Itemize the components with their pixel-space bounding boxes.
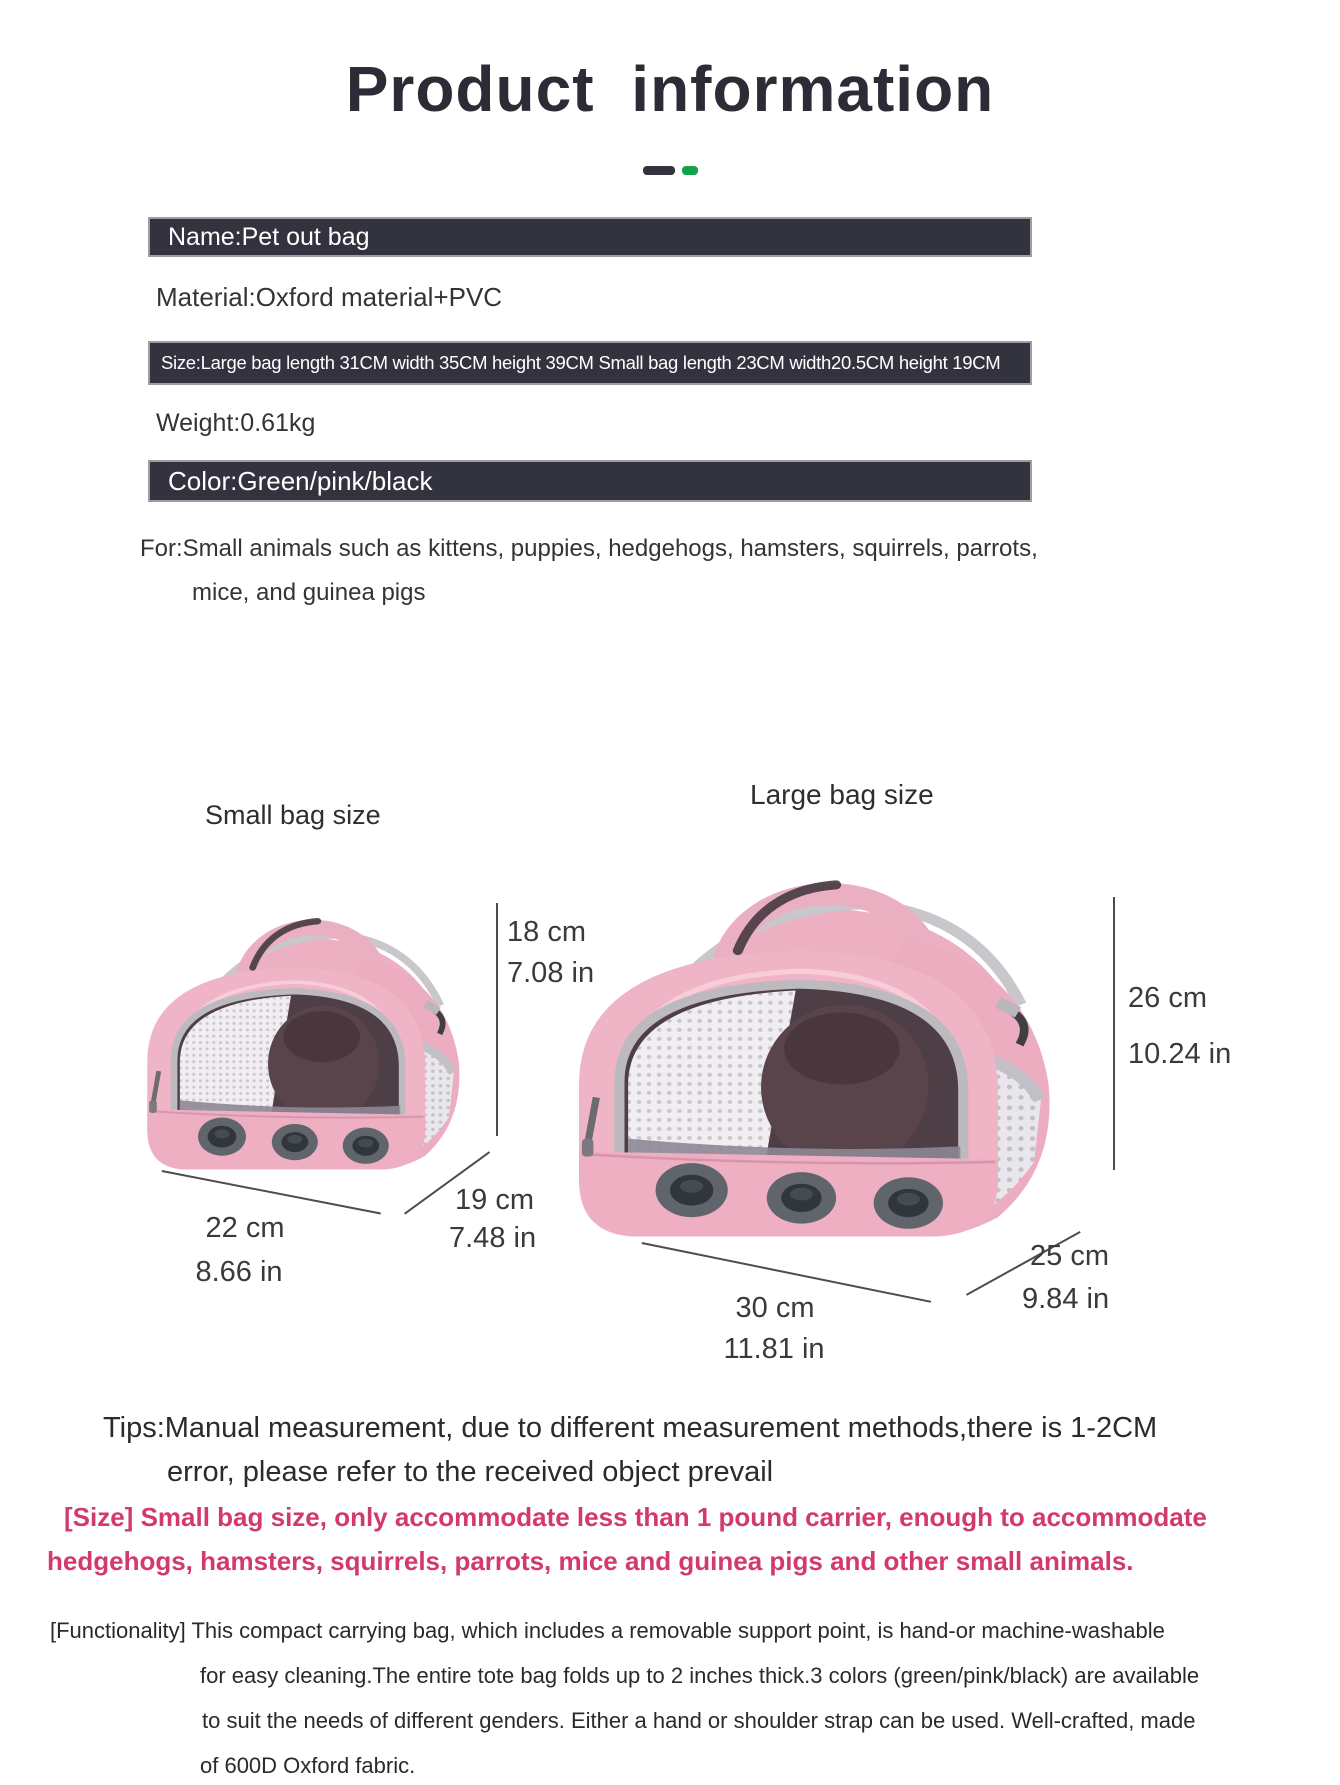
functionality-line2: for easy cleaning.The entire tote bag folds up to 2 inches thick.3 colors (green/pink/black) are available bbox=[200, 1663, 1200, 1688]
small-height-cm: 18 cm bbox=[507, 916, 586, 948]
large-bag-label: Large bag size bbox=[750, 779, 934, 810]
spec-banner-name: Name:Pet out bag bbox=[148, 217, 1032, 257]
large-width-cm: 30 cm bbox=[735, 1292, 815, 1324]
dash-dark-icon bbox=[643, 166, 675, 175]
spec-banner-size: Size:Large bag length 31CM width 35CM height 39CM Small bag length 23CM width20.5CM height 19CM bbox=[148, 341, 1032, 385]
spec-banner-color: Color:Green/pink/black bbox=[148, 460, 1032, 502]
small-bag-image bbox=[130, 893, 475, 1193]
small-depth-in: 7.48 in bbox=[449, 1222, 537, 1254]
functionality-line3: to suit the needs of different genders. Either a hand or shoulder strap can be used. Well-crafted, made bbox=[202, 1708, 1196, 1733]
dash-green-icon bbox=[682, 166, 698, 175]
spec-for-line2: mice, and guinea pigs bbox=[192, 579, 426, 606]
size-note-line1: [Size] Small bag size, only accommodate less than 1 pound carrier, enough to accommodate bbox=[64, 1502, 1207, 1532]
functionality-line4: of 600D Oxford fabric. bbox=[200, 1753, 416, 1778]
small-width-cm: 22 cm bbox=[205, 1212, 285, 1244]
small-width-in: 8.66 in bbox=[195, 1256, 283, 1288]
title-underline bbox=[0, 166, 1340, 175]
large-height-cm: 26 cm bbox=[1128, 982, 1207, 1014]
small-depth-cm: 19 cm bbox=[455, 1184, 534, 1216]
small-height-in: 7.08 in bbox=[507, 957, 595, 989]
tips-line2: error, please refer to the received object prevail bbox=[167, 1456, 774, 1488]
large-depth-cm: 25 cm bbox=[1030, 1240, 1109, 1272]
large-bag-image bbox=[553, 845, 1073, 1270]
tips-line1: Tips:Manual measurement, due to different measurement methods,there is 1-2CM bbox=[103, 1412, 1158, 1444]
size-note-line2: hedgehogs, hamsters, squirrels, parrots, mice and guinea pigs and other small animals. bbox=[47, 1546, 1134, 1576]
small-bag-label: Small bag size bbox=[205, 800, 381, 830]
small-height-line bbox=[496, 903, 498, 1136]
large-height-in: 10.24 in bbox=[1128, 1038, 1232, 1070]
spec-weight: Weight:0.61kg bbox=[156, 409, 316, 437]
page-title: Product information bbox=[345, 53, 995, 125]
functionality-line1: [Functionality] This compact carrying bag, which includes a removable support point, is hand-or machine-washable bbox=[50, 1618, 1165, 1643]
large-height-line bbox=[1113, 897, 1115, 1170]
large-width-in: 11.81 in bbox=[723, 1333, 825, 1365]
large-depth-in: 9.84 in bbox=[1022, 1283, 1110, 1315]
spec-for-line1: For:Small animals such as kittens, puppies, hedgehogs, hamsters, squirrels, parrots, bbox=[140, 535, 1038, 562]
spec-material: Material:Oxford material+PVC bbox=[156, 282, 503, 312]
